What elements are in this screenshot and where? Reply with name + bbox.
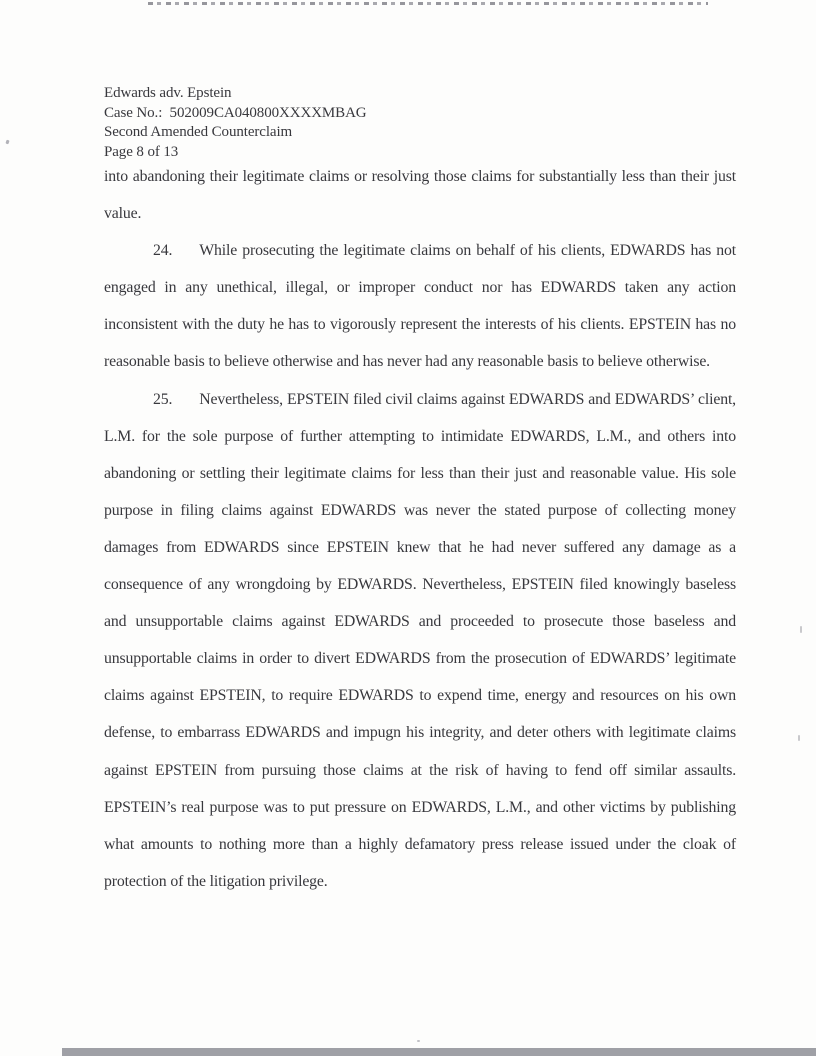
paragraph-25: [104, 381, 736, 900]
paragraph-continuation: [104, 158, 736, 232]
page-number-label: Page 8 of 13: [104, 143, 179, 160]
paragraph-text: Nevertheless, EPSTEIN filed civil claims against EDWARDS and EDWARDS’ client, L.M. for the sole purpose of further attempting to intimidate EDWARDS, L.M., and others into abandoning or settling their legitimate claims for less than their just and reasonable value. His sole purpose in filing claims against EDWARDS was never the stated purpose of collecting money damages from EDWARDS since EPSTEIN knew that he had never suffered any damage as a consequence of any wrongdoing by EDWARDS. Nevertheless, EPSTEIN filed knowingly baseless and unsupportable claims against EDWARDS and proceeded to prosecute those baseless and unsupportable claims in order to divert EDWARDS from the prosecution of EDWARDS’ legitimate claims against EPSTEIN, to require EDWARDS to expend time, energy and resources on his own defense, to embarrass EDWARDS and impugn his integrity, and deter others with legitimate claims against EPSTEIN from pursuing those claims at the risk of having to fend off similar assaults. EPSTEIN’s real purpose was to put pressure on EDWARDS, L.M., and other victims by publishing what amounts to nothing more than a highly defamatory press release issued under the cloak of protection of the litigation privilege.: [104, 390, 736, 890]
scan-artifact-bottom-edge: [62, 1048, 816, 1056]
case-caption-block: [104, 84, 744, 162]
case-title: Edwards adv. Epstein: [104, 85, 232, 101]
scan-artifact-top-edge: [148, 2, 708, 5]
paragraph-number: 25.: [153, 390, 173, 408]
paragraph-text: into abandoning their legitimate claims or resolving those claims for substantially less than their just value.: [104, 168, 736, 223]
scan-speck: [800, 626, 802, 633]
document-body: [104, 158, 736, 900]
document-title: Second Amended Counterclaim: [104, 124, 293, 140]
scan-speck: [417, 1040, 420, 1042]
case-number: Case No.: 502009CA040800XXXXMBAG: [104, 104, 367, 121]
paragraph-number: 24.: [153, 242, 173, 260]
paragraph-24: [104, 232, 736, 380]
scan-speck: [5, 140, 9, 145]
scan-speck: [798, 735, 800, 741]
paragraph-text: While prosecuting the legitimate claims on behalf of his clients, EDWARDS has not engaged in any unethical, illegal, or improper conduct nor has EDWARDS taken any action inconsistent with the duty he has to vigorously represent the interests of his clients. EPSTEIN has no reasonable basis to believe otherwise and has never had any reasonable basis to believe otherwise.: [104, 242, 736, 371]
